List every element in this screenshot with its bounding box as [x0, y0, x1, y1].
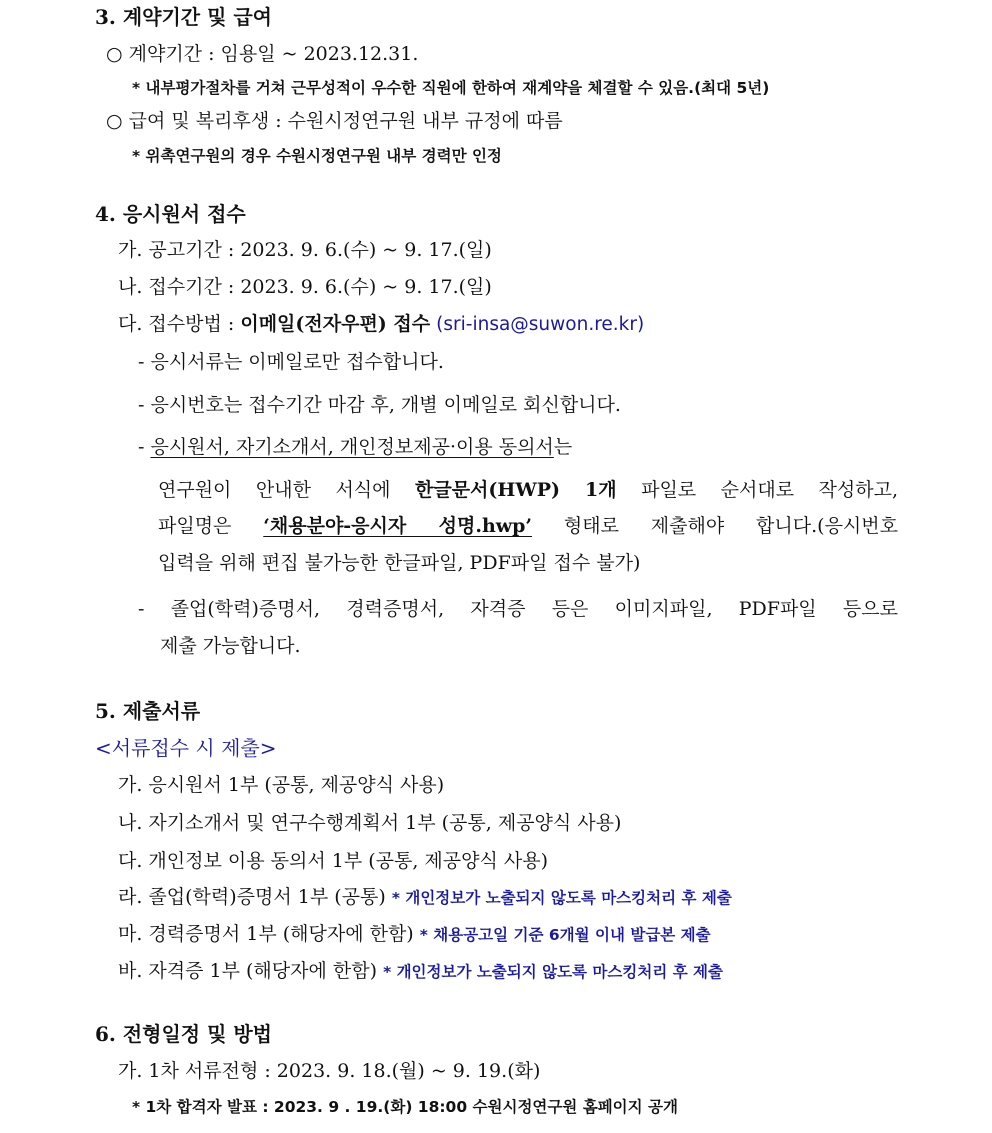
notice-email-only: - 응시서류는 이메일로만 접수합니다.	[138, 351, 444, 373]
notice-forms-line4-text: 입력을 위해 편집 불가능한 한글파일, PDF파일 접수 불가)	[158, 552, 641, 574]
notice-forms-line3-pre: 파일명은	[158, 515, 232, 537]
notice-forms-line2	[158, 477, 898, 503]
reception-period: 나. 접수기간 : 2023. 9. 6.(수) ~ 9. 17.(일)	[118, 276, 492, 298]
document-item	[118, 958, 723, 985]
document-item: 가. 응시원서 1부 (공통, 제공양식 사용)	[118, 774, 445, 796]
document-item: 다. 개인정보 이용 동의서 1부 (공통, 제공양식 사용)	[118, 850, 548, 872]
pay-benefits: ○ 급여 및 복리후생 : 수원시정연구원 내부 규정에 따름	[106, 110, 563, 132]
section-3-title: 3. 계약기간 및 급여	[95, 5, 273, 29]
document-item	[118, 921, 711, 948]
document-item-note: * 개인정보가 노출되지 않도록 마스킹처리 후 제출	[391, 889, 732, 907]
notice-forms-end: 는	[553, 436, 573, 458]
section-5-subtitle: <서류접수 시 제출>	[95, 736, 277, 760]
notice-applicant-number: - 응시번호는 접수기간 마감 후, 개별 이메일로 회신합니다.	[138, 394, 621, 416]
notice-certificates-line2: 제출 가능합니다.	[160, 635, 301, 657]
document-item: 나. 자기소개서 및 연구수행계획서 1부 (공통, 제공양식 사용)	[118, 812, 622, 834]
notice-forms-hwp: 한글문서(HWP) 1개	[415, 479, 617, 501]
section-4-title: 4. 응시원서 접수	[95, 202, 246, 226]
notice-forms-line3-post: 형태로 제출해야 합니다.(응시번호	[563, 515, 898, 537]
pay-benefits-note: * 위촉연구원의 경우 수원시정연구원 내부 경력만 인정	[132, 147, 502, 165]
section-6-title: 6. 전형일정 및 방법	[95, 1022, 273, 1046]
reception-email: (sri-insa@suwon.re.kr)	[436, 314, 645, 335]
notice-forms-dash: -	[138, 436, 151, 458]
document-item-text: 바. 자격증 1부 (해당자에 한함)	[118, 960, 378, 982]
section-5-title: 5. 제출서류	[95, 699, 201, 723]
reception-method-value: 이메일(전자우편) 접수	[240, 313, 431, 335]
announcement-period: 가. 공고기간 : 2023. 9. 6.(수) ~ 9. 17.(일)	[118, 239, 492, 261]
document-item-note: * 채용공고일 기준 6개월 이내 발급본 제출	[419, 926, 711, 944]
document-item-text: 마. 경력증명서 1부 (해당자에 한함)	[118, 923, 414, 945]
notice-certificates: - 졸업(학력)증명서, 경력증명서, 자격증 등은 이미지파일, PDF파일 등으로	[138, 598, 898, 620]
contract-period-note: * 내부평가절차를 거쳐 근무성적이 우수한 직원에 한하여 재계약을 체결할 수 있음.(최대 5년)	[132, 79, 770, 97]
document-item	[118, 884, 732, 911]
document-screening: 가. 1차 서류전형 : 2023. 9. 18.(월) ~ 9. 19.(화)	[118, 1060, 541, 1082]
document-item-text: 라. 졸업(학력)증명서 1부 (공통)	[118, 886, 386, 908]
notice-forms-list: 응시원서, 자기소개서, 개인정보제공·이용 동의서	[150, 436, 554, 458]
notice-forms-line3	[158, 513, 898, 539]
screening-result-note: * 1차 합격자 발표 : 2023. 9 . 19.(화) 18:00 수원시정연구원 홈페이지 공개	[132, 1098, 678, 1116]
notice-forms-line2-pre: 연구원이 안내한 서식에	[158, 479, 391, 501]
reception-method	[118, 311, 644, 338]
reception-method-label: 다. 접수방법 :	[118, 313, 241, 335]
document-item-note: * 개인정보가 노출되지 않도록 마스킹처리 후 제출	[383, 963, 724, 981]
notice-forms-filename: ‘채용분야-응시자 성명.hwp’	[263, 515, 533, 537]
contract-period: ○ 계약기간 : 임용일 ~ 2023.12.31.	[106, 43, 419, 65]
notice-forms	[138, 434, 572, 460]
notice-forms-line2-post: 파일로 순서대로 작성하고,	[641, 479, 898, 501]
